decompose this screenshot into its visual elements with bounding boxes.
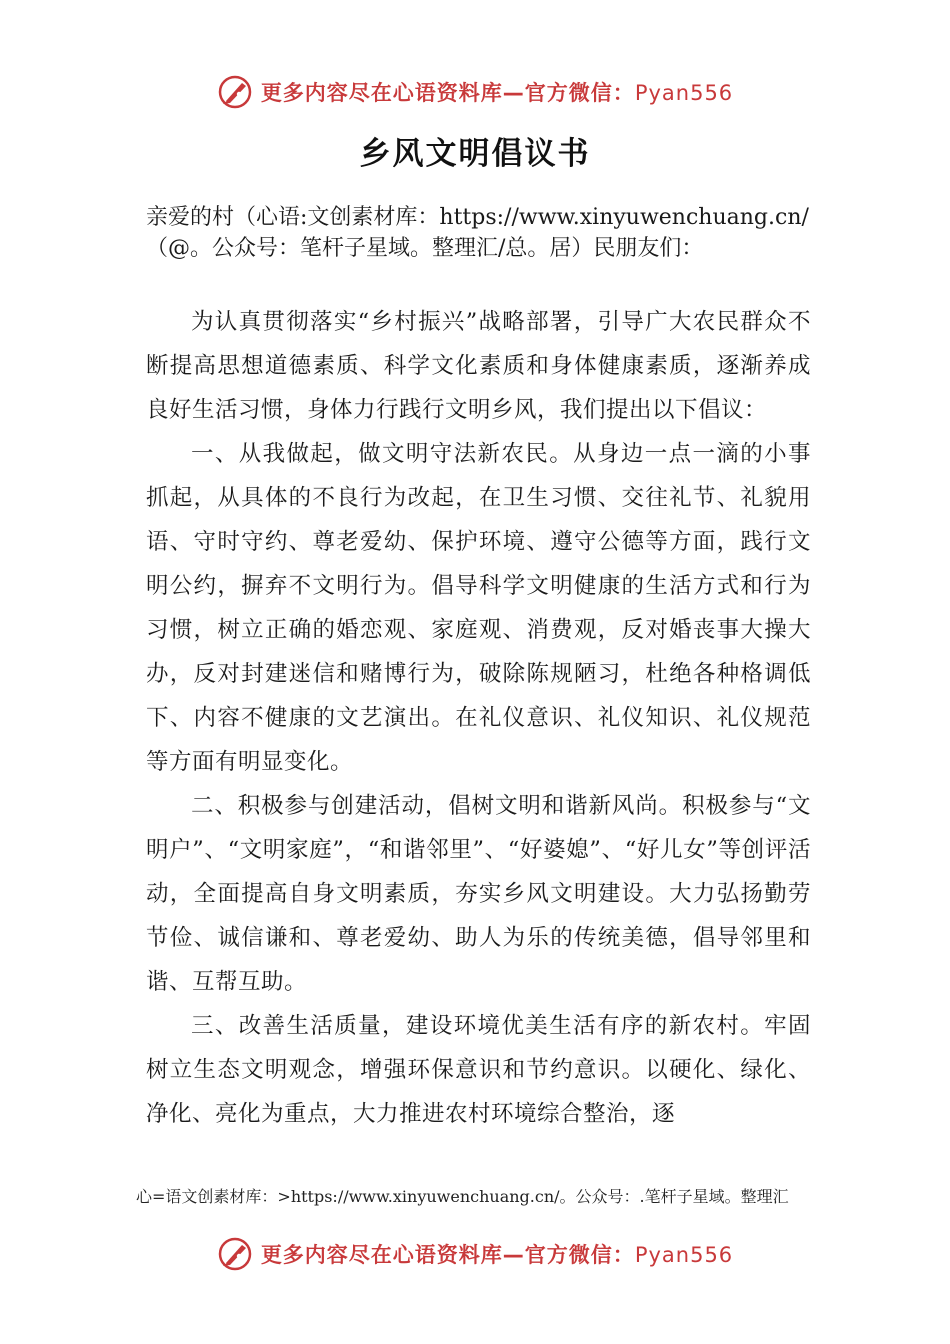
banner-slogan: 更多内容尽在心语资料库—官方微信：	[260, 1243, 635, 1267]
document-body	[146, 300, 811, 1136]
paragraph-intro: 为认真贯彻落实“乡村振兴”战略部署，引导广大农民群众不断提高思想道德素质、科学文化素质和身体健康素质，逐渐养成良好生活习惯，身体力行践行文明乡风，我们提出以下倡议：	[146, 309, 811, 423]
salutation: 亲爱的村（心语:文创素材库：https://www.xinyuwenchuang.cn/（@。公众号：笔杆子星域。整理汇/总。居）民朋友们：	[146, 205, 809, 261]
document-title: 乡风文明倡议书	[359, 136, 591, 172]
footer-banner	[0, 1232, 950, 1276]
pen-nib-logo-icon	[217, 1236, 253, 1272]
banner-wechat-id: Pyan556	[634, 1243, 734, 1267]
banner-text	[261, 77, 733, 107]
paragraph-item-3: 三、改善生活质量，建设环境优美生活有序的新农村。牢固树立生态文明观念，增强环保意识和节约意识。以硬化、绿化、净化、亮化为重点，大力推进农村环境综合整治，逐	[146, 1013, 811, 1127]
paragraph-item-2: 二、积极参与创建活动，倡树文明和谐新风尚。积极参与“文明户”、“文明家庭”，“和谐邻里”、“好婆媳”、“好儿女”等创评活动，全面提高自身文明素质，夯实乡风文明建设。大力弘扬勤劳节俭、诚信谦和、尊老爱幼、助人为乐的传统美德，倡导邻里和谐、互帮互助。	[146, 793, 811, 995]
banner-text	[261, 1239, 733, 1269]
banner-wechat-id: Pyan556	[634, 81, 734, 105]
header-banner	[0, 70, 950, 114]
page-footer: 心=语文创素材库：>https://www.xinyuwenchuang.cn/。公众号：.笔杆子星域。整理汇	[136, 1187, 789, 1206]
banner-slogan: 更多内容尽在心语资料库—官方微信：	[260, 81, 635, 105]
paragraph-item-1: 一、从我做起，做文明守法新农民。从身边一点一滴的小事抓起，从具体的不良行为改起，在卫生习惯、交往礼节、礼貌用语、守时守约、尊老爱幼、保护环境、遵守公德等方面，践行文明公约，摒弃不文明行为。倡导科学文明健康的生活方式和行为习惯，树立正确的婚恋观、家庭观、消费观，反对婚丧事大操大办，反对封建迷信和赌博行为，破除陈规陋习，杜绝各种格调低下、内容不健康的文艺演出。在礼仪意识、礼仪知识、礼仪规范等方面有明显变化。	[146, 441, 811, 775]
pen-nib-logo-icon	[217, 74, 253, 110]
